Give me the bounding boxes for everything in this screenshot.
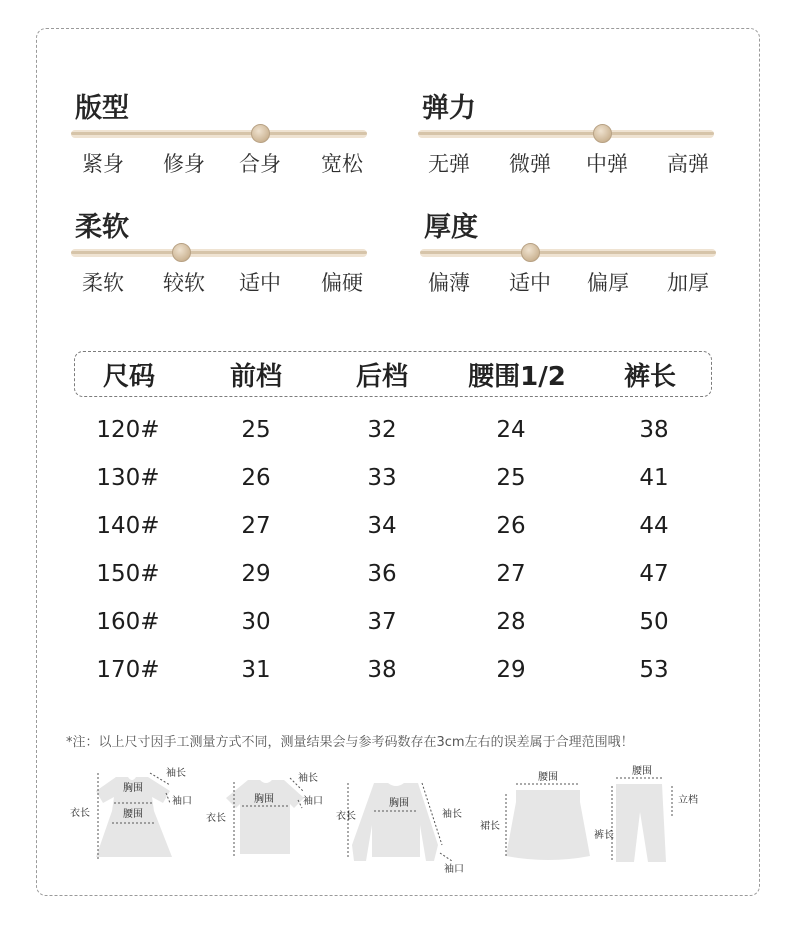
attr-knob <box>521 243 540 262</box>
attr-elasticity <box>418 86 714 186</box>
pants-icon <box>590 764 710 867</box>
table-cell: 120# <box>96 417 160 443</box>
attr-option: 柔软 <box>82 271 124 295</box>
dress-diagram <box>66 763 196 863</box>
col-header-front-rise: 前档 <box>229 362 282 392</box>
table-cell: 27 <box>241 513 271 539</box>
sweater-sleeve-label: 袖长 <box>442 809 462 820</box>
attr-title: 版型 <box>75 93 129 124</box>
dress-sleeve-label: 袖长 <box>166 768 186 779</box>
attr-option: 适中 <box>509 271 551 295</box>
sweater-cuff-label: 袖口 <box>444 864 464 875</box>
dress-chest-label: 胸围 <box>123 783 143 794</box>
sweater-length-label: 衣长 <box>336 811 356 822</box>
attr-track <box>418 130 714 138</box>
tshirt-length-label: 衣长 <box>206 813 226 824</box>
attr-option: 无弹 <box>428 152 470 176</box>
attr-track <box>420 249 716 257</box>
pants-rise-label: 立档 <box>678 795 698 806</box>
measurement-note: *注：以上尺寸因手工测量方式不同，测量结果会与参考码数存在3cm左右的误差属于合理范围哦！ <box>66 735 634 750</box>
table-cell: 38 <box>639 417 669 443</box>
table-cell: 29 <box>496 657 526 683</box>
attr-fit <box>71 86 367 186</box>
table-cell: 27 <box>496 561 526 587</box>
table-cell: 26 <box>496 513 526 539</box>
dress-length-label: 衣长 <box>70 808 90 819</box>
attr-softness <box>71 205 367 305</box>
col-header-size: 尺码 <box>102 362 155 392</box>
attr-option: 偏薄 <box>428 271 470 295</box>
attr-option: 微弹 <box>509 152 551 176</box>
table-cell: 36 <box>367 561 397 587</box>
table-cell: 31 <box>241 657 271 683</box>
attr-thickness <box>420 205 716 305</box>
dress-cuff-label: 袖口 <box>172 796 192 807</box>
pants-length-label: 裤长 <box>594 830 614 841</box>
attr-track <box>71 130 367 138</box>
table-cell: 41 <box>639 465 669 491</box>
attr-option: 合身 <box>239 152 281 176</box>
skirt-diagram <box>476 768 596 863</box>
attr-title: 弹力 <box>422 93 476 124</box>
attr-option: 紧身 <box>82 152 124 176</box>
table-cell: 24 <box>496 417 526 443</box>
attr-knob <box>593 124 612 143</box>
table-cell: 28 <box>496 609 526 635</box>
attr-option: 较软 <box>163 271 205 295</box>
table-cell: 130# <box>96 465 160 491</box>
attr-option: 宽松 <box>321 152 363 176</box>
pants-diagram <box>590 764 710 867</box>
table-cell: 44 <box>639 513 669 539</box>
table-cell: 34 <box>367 513 397 539</box>
skirt-length-label: 裙长 <box>480 821 500 832</box>
attr-option: 适中 <box>239 271 281 295</box>
table-cell: 140# <box>96 513 160 539</box>
attr-track <box>71 249 367 257</box>
table-cell: 160# <box>96 609 160 635</box>
skirt-icon <box>476 768 596 863</box>
col-header-pants-length: 裤长 <box>623 362 676 392</box>
attr-option: 偏厚 <box>587 271 629 295</box>
table-cell: 30 <box>241 609 271 635</box>
attr-option: 加厚 <box>667 271 709 295</box>
attr-title: 柔软 <box>75 212 129 243</box>
col-header-half-waist: 腰围1/2 <box>468 362 566 392</box>
table-cell: 33 <box>367 465 397 491</box>
sweater-diagram <box>334 775 474 880</box>
table-cell: 47 <box>639 561 669 587</box>
table-cell: 50 <box>639 609 669 635</box>
attr-option: 高弹 <box>667 152 709 176</box>
col-header-back-rise: 后档 <box>355 362 408 392</box>
dress-waist-label: 腰围 <box>123 809 143 820</box>
pants-waist-label: 腰围 <box>632 766 652 777</box>
attr-knob <box>251 124 270 143</box>
tshirt-cuff-label: 袖口 <box>303 796 323 807</box>
table-cell: 25 <box>241 417 271 443</box>
tshirt-chest-label: 胸围 <box>254 794 274 805</box>
table-cell: 29 <box>241 561 271 587</box>
table-cell: 32 <box>367 417 397 443</box>
tshirt-diagram <box>204 768 334 863</box>
sweater-chest-label: 胸围 <box>389 798 409 809</box>
attr-title: 厚度 <box>424 212 478 243</box>
table-cell: 53 <box>639 657 669 683</box>
table-cell: 26 <box>241 465 271 491</box>
attr-option: 偏硬 <box>321 271 363 295</box>
skirt-waist-label: 腰围 <box>538 772 558 783</box>
tshirt-sleeve-label: 袖长 <box>298 773 318 784</box>
table-cell: 170# <box>96 657 160 683</box>
attr-option: 修身 <box>163 152 205 176</box>
attr-knob <box>172 243 191 262</box>
table-cell: 38 <box>367 657 397 683</box>
table-cell: 37 <box>367 609 397 635</box>
table-cell: 150# <box>96 561 160 587</box>
attr-option: 中弹 <box>586 152 628 176</box>
table-cell: 25 <box>496 465 526 491</box>
